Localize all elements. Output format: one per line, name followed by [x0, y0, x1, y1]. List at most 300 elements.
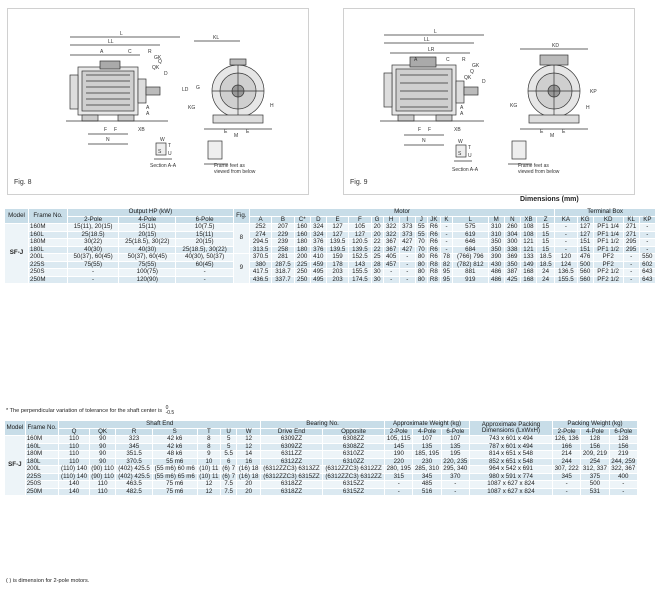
fig9-dim-M: M [550, 133, 555, 139]
shaft-cell: 90 [89, 458, 116, 466]
shaft-cell: 90 [89, 451, 116, 459]
col-motor-2: C* [294, 216, 310, 224]
shaft-cell: 10 [197, 458, 220, 466]
shaft-cell: 42 k6 [152, 443, 197, 451]
dimensions-unit: Dimensions (mm) [520, 196, 579, 203]
motor-cell: 338 [504, 246, 520, 254]
terminal-cell: PF2 1/2 [593, 276, 623, 284]
fig8-dim-R: R [148, 49, 152, 55]
motor-cell: - [383, 276, 399, 284]
motor-cell: 160 [294, 231, 310, 239]
terminal-cell: 136.5 [555, 269, 577, 277]
motor-cell: 95 [440, 276, 452, 284]
table-row [5, 239, 656, 247]
motor-cell: - [399, 261, 415, 269]
motor-cell: 127 [326, 231, 348, 239]
motor-cell: 274 [249, 231, 271, 239]
motor-cell: 24 [537, 269, 555, 277]
motor-cell: 350 [488, 239, 504, 247]
motor-cell: 310 [488, 224, 504, 232]
col-motor-3: D [310, 216, 326, 224]
terminal-cell: 295 [623, 239, 639, 247]
output-cell: 20(15) [176, 239, 233, 247]
motor-cell: 294.5 [249, 239, 271, 247]
motor-cell: 350 [504, 261, 520, 269]
terminal-cell: 500 [577, 261, 593, 269]
shaft-cell: 20 [237, 488, 261, 496]
col-motor-12: L [452, 216, 488, 224]
shaft-cell: (55 m6) 60 m6 [152, 466, 197, 474]
terminal-cell: 120 [555, 254, 577, 262]
fig9-dim-LL: LL [424, 37, 430, 43]
col-motor-16: Z [537, 216, 555, 224]
col-output-0: 2-Pole [68, 216, 119, 224]
motor-cell: 324 [310, 231, 326, 239]
fig8-dim-E2: E [246, 129, 250, 135]
motor-cell: 373 [399, 224, 415, 232]
motor-cell: 108 [520, 231, 536, 239]
motor-cell: - [440, 239, 452, 247]
bearing-cell: (6312ZZC3) 6312ZZ [323, 473, 385, 481]
packing-weight-cell: 375 [581, 473, 609, 481]
fig8-dim-N: N [106, 137, 110, 143]
fig9-frame-note-2: viewed from below [518, 169, 560, 175]
motor-cell: 70 [415, 246, 427, 254]
output-cell: - [68, 269, 119, 277]
bearing-cell: 6310ZZ [323, 458, 385, 466]
motor-cell: 684 [452, 246, 488, 254]
shaft-bearing-weight-table [4, 420, 638, 496]
output-cell: - [176, 269, 233, 277]
terminal-cell: - [623, 276, 639, 284]
motor-cell: 619 [452, 231, 488, 239]
tolerance-note [6, 406, 174, 415]
motor-cell: - [399, 269, 415, 277]
motor-cell: 80 [415, 276, 427, 284]
motor-cell: 919 [452, 276, 488, 284]
output-cell: 75(55) [119, 261, 176, 269]
terminal-cell: PF1 1/4 [593, 224, 623, 232]
shaft-cell: 110 [59, 458, 89, 466]
fig8-dim-LL: LL [108, 39, 114, 45]
fig8-dim-E1: E [224, 129, 228, 135]
col2-weight-1: 4-Pole [413, 428, 441, 436]
motor-cell: - [440, 246, 452, 254]
fig8-dim-H: H [270, 103, 274, 109]
frame-cell: 160L [25, 443, 59, 451]
motor-cell: 250 [294, 276, 310, 284]
shaft-cell: 110 [59, 436, 89, 444]
fig8-dim-LD: LD [182, 87, 189, 93]
shaft-cell: 323 [116, 436, 152, 444]
packing-weight-cell: 500 [581, 481, 609, 489]
weight-cell: - [385, 481, 413, 489]
col-terminal-3: KL [623, 216, 639, 224]
col-terminal-2: KD [593, 216, 623, 224]
model-cell: SF-J [5, 224, 29, 284]
fig9-dim-F2: F [428, 127, 432, 133]
terminal-cell: 602 [639, 261, 655, 269]
shaft-cell: (6) 7 [222, 465, 236, 472]
col2-packing-dims: Approximate Packing Dimensions (LxWxH) [469, 421, 552, 436]
shaft-cell: (6) 7 [222, 472, 236, 480]
terminal-cell: 151 [577, 239, 593, 247]
output-cell: 25(18.5), 30(22) [176, 246, 233, 254]
table-row [5, 254, 656, 262]
weight-cell: 315 [385, 473, 413, 481]
weight-cell: 370 [441, 473, 469, 481]
motor-cell: 78 [440, 254, 452, 262]
tolerance-note-text: * The perpendicular variation of tolerance for the shaft center is [6, 407, 162, 414]
motor-cell: 22 [371, 246, 383, 254]
motor-cell: 250 [294, 269, 310, 277]
motor-cell: 133 [520, 254, 536, 262]
motor-cell: 82 [440, 261, 452, 269]
packing-weight-cell: 209, 219 [581, 451, 609, 459]
terminal-cell: 560 [577, 276, 593, 284]
packing-weight-cell: 322, 367 [609, 466, 637, 474]
shaft-cell: (55 m6) 65 m6 [152, 473, 197, 481]
output-cell: 40(30) [68, 246, 119, 254]
motor-cell: 313.5 [249, 246, 271, 254]
frame-cell: 180L [29, 246, 68, 254]
motor-cell: 427 [399, 239, 415, 247]
frame-cell: 250S [25, 481, 59, 489]
motor-cell: (766) 796 [452, 254, 488, 262]
weight-cell: - [385, 488, 413, 496]
packing-dims-cell: 787 x 601 x 494 [469, 443, 552, 451]
terminal-cell: PF1 1/2 [593, 239, 623, 247]
shaft-cell: 9 [197, 451, 220, 459]
motor-cell: 318.7 [272, 269, 294, 277]
col-motor-6: G [371, 216, 383, 224]
bearing-cell: (6312ZZC3) 6312ZZ [323, 466, 385, 474]
fig8-label: Fig. 8 [14, 179, 32, 186]
shaft-cell: 110 [59, 451, 89, 459]
fig8-dim-U: U [168, 151, 172, 157]
shaft-cell: 5 [220, 443, 236, 451]
motor-cell: 575 [452, 224, 488, 232]
col-motor-11: K [440, 216, 452, 224]
motor-cell: 425 [504, 276, 520, 284]
fig9-dim-KD: KD [552, 43, 559, 49]
fig8-dim-M: M [234, 133, 239, 139]
motor-cell: 25 [371, 254, 383, 262]
fig9-dim-A: A [414, 57, 418, 63]
fig9-dim-XB: XB [454, 127, 461, 133]
col-motor-10: JK [427, 216, 440, 224]
output-cell: 100(75) [119, 269, 176, 277]
fig9-dim-F1: F [418, 127, 422, 133]
motor-cell: 376 [310, 239, 326, 247]
shaft-cell: 48 k6 [152, 451, 197, 459]
fig8-dim-QK: QK [152, 65, 160, 71]
weight-cell: 345 [413, 473, 441, 481]
fig9-frame-note-1: Frame feet as [518, 163, 549, 169]
output-cell: 30(22) [68, 239, 119, 247]
motor-cell: 28 [371, 261, 383, 269]
motor-cell: 646 [452, 239, 488, 247]
weight-cell: - [441, 488, 469, 496]
motor-cell: 159 [326, 254, 348, 262]
frame-cell: 200L [25, 466, 59, 474]
motor-cell: 239 [272, 239, 294, 247]
model-cell: SF-J [5, 436, 26, 496]
shaft-cell: (110) 140 [59, 466, 89, 474]
motor-cell: R8 [427, 269, 440, 277]
motor-cell: 207 [272, 224, 294, 232]
motor-cell: 80 [415, 254, 427, 262]
weight-cell: 230 [413, 458, 441, 466]
fig8-dim-W: W [160, 137, 165, 143]
weight-cell: 135 [413, 443, 441, 451]
motor-cell: 30 [371, 269, 383, 277]
output-cell: 120(90) [119, 276, 176, 284]
output-cell: 75(55) [68, 261, 119, 269]
terminal-cell: 271 [623, 224, 639, 232]
terminal-cell: 155.5 [555, 276, 577, 284]
weight-cell: 107 [441, 436, 469, 444]
motor-cell: 387 [504, 269, 520, 277]
motor-dimensions-table [4, 208, 656, 284]
shaft-cell: 12 [197, 488, 220, 496]
motor-cell: 350 [488, 246, 504, 254]
motor-cell: 457 [383, 261, 399, 269]
packing-dims-cell: 964 x 542 x 691 [469, 466, 552, 474]
shaft-cell: 351.5 [116, 451, 152, 459]
col2-pw-0: 2-Pole [552, 428, 580, 436]
motor-cell: 203 [326, 276, 348, 284]
packing-weight-cell: 244 [552, 458, 580, 466]
output-cell: 50(37), 60(45) [119, 254, 176, 262]
motor-cell: - [383, 269, 399, 277]
packing-dims-cell: 743 x 601 x 494 [469, 436, 552, 444]
fig8-dim-A-left: A [146, 105, 150, 111]
col-output-group: Output HP (kW) [68, 209, 234, 217]
shaft-cell: (402) 425.5 [116, 466, 152, 474]
table-row [5, 224, 656, 232]
tolerance-upper: 0 [165, 405, 169, 411]
frame-cell: 225S [29, 261, 68, 269]
shaft-cell: (402) 425.5 [116, 473, 152, 481]
motor-cell: 310 [488, 231, 504, 239]
col-fig: Fig. [233, 209, 249, 224]
col2-weight-group: Approximate Weight (kg) [385, 421, 470, 429]
fig9-dim-A-right: A [460, 111, 464, 117]
col-terminal-1: KG [577, 216, 593, 224]
motor-cell: 417.5 [249, 269, 271, 277]
weight-cell: 280, 195 [385, 466, 413, 474]
motor-cell: 337.7 [272, 276, 294, 284]
motor-cell: 20 [371, 224, 383, 232]
motor-cell: 152.5 [349, 254, 371, 262]
packing-weight-cell: - [609, 488, 637, 496]
col-motor-4: E [326, 216, 348, 224]
shaft-cell: 90 [89, 443, 116, 451]
shaft-cell: 110 [89, 488, 116, 496]
bearing-cell: (6312ZZC3) 6313ZZ [260, 466, 322, 474]
table-row [5, 488, 638, 496]
packing-dims-cell: 1087 x 627 x 824 [469, 488, 552, 496]
fig8-dim-Q: Q [158, 59, 162, 65]
packing-weight-cell: 126, 136 [552, 436, 580, 444]
motor-cell: 459 [310, 261, 326, 269]
col-motor-5: F [349, 216, 371, 224]
packing-weight-cell: 156 [581, 443, 609, 451]
terminal-cell: 127 [577, 224, 593, 232]
output-cell: 60(45) [176, 261, 233, 269]
terminal-cell: - [623, 254, 639, 262]
shaft-cell: 7.5 [220, 481, 236, 489]
motor-cell: 180 [294, 239, 310, 247]
motor-cell: - [440, 231, 452, 239]
frame-cell: 160M [25, 436, 59, 444]
motor-cell: 367 [383, 246, 399, 254]
col-motor-13: M [488, 216, 504, 224]
shaft-cell: 14 [237, 451, 261, 459]
terminal-cell: 151 [577, 246, 593, 254]
output-cell: 50(37), 60(45) [68, 254, 119, 262]
motor-cell: 178 [326, 261, 348, 269]
output-cell: 40(30), 50(37) [176, 254, 233, 262]
col2-bearing-1: Opposite [323, 428, 385, 436]
packing-weight-cell: 128 [609, 436, 637, 444]
packing-weight-cell: 166 [552, 443, 580, 451]
terminal-cell: 476 [577, 254, 593, 262]
terminal-cell: - [623, 261, 639, 269]
motor-cell: 430 [488, 261, 504, 269]
packing-weight-cell: 214 [552, 451, 580, 459]
col2-bearing-group: Bearing No. [260, 421, 384, 429]
weight-cell: 105, 115 [385, 436, 413, 444]
shaft-cell: 140 [59, 488, 89, 496]
col-terminal-0: KA [555, 216, 577, 224]
packing-weight-cell: - [552, 481, 580, 489]
shaft-cell: 8 [197, 436, 220, 444]
fig8-dim-G: G [196, 85, 200, 91]
shaft-cell: 55 m6 [152, 458, 197, 466]
col2-shaft-5: U [220, 428, 236, 436]
motor-cell: 367 [383, 239, 399, 247]
fig9-label: Fig. 9 [350, 179, 368, 186]
motor-cell: 139.5 [349, 246, 371, 254]
bearing-cell: 6318ZZ [260, 481, 322, 489]
weight-cell: 295, 340 [441, 466, 469, 474]
motor-cell: 168 [520, 276, 536, 284]
terminal-cell: PF2 [593, 254, 623, 262]
motor-cell: 139.5 [326, 239, 348, 247]
table-row [5, 436, 638, 444]
frame-cell: 180L [25, 458, 59, 466]
output-cell: 40(30) [119, 246, 176, 254]
terminal-cell: - [555, 246, 577, 254]
fig9-dim-R: R [462, 57, 466, 63]
fig8-dim-GK: GK [154, 55, 162, 61]
weight-cell: 285, 310 [413, 466, 441, 474]
motor-cell: 324 [310, 224, 326, 232]
motor-cell: 281 [272, 254, 294, 262]
weight-cell: 516 [413, 488, 441, 496]
fig9-dim-W: W [458, 139, 463, 145]
motor-cell: 180 [294, 246, 310, 254]
bearing-cell: 6309ZZ [260, 443, 322, 451]
fig9-dim-E2: E [562, 129, 566, 135]
bearing-cell: 6309ZZ [260, 436, 322, 444]
motor-cell: 55 [415, 231, 427, 239]
bearing-cell: 6308ZZ [323, 443, 385, 451]
frame-cell: 200L [29, 254, 68, 262]
weight-cell: 135 [441, 443, 469, 451]
col-motor-9: J [415, 216, 427, 224]
packing-weight-cell: 312, 337 [581, 466, 609, 474]
terminal-cell: 271 [623, 231, 639, 239]
shaft-cell: (16) 18 [238, 465, 259, 472]
motor-cell: 300 [504, 239, 520, 247]
frame-cell: 180M [25, 451, 59, 459]
motor-cell: R6 [427, 224, 440, 232]
terminal-cell: - [639, 224, 655, 232]
fig9-dim-Q: Q [470, 69, 474, 75]
fig9-dim-T: T [468, 145, 472, 151]
terminal-cell: 127 [577, 231, 593, 239]
fig8-dim-L: L [120, 31, 123, 37]
bearing-cell: 6312ZZ [260, 458, 322, 466]
fig9-dim-L: L [434, 29, 437, 35]
weight-cell: 220 [385, 458, 413, 466]
terminal-cell: PF2 1/2 [593, 269, 623, 277]
col2-shaft-group: Shaft End [59, 421, 261, 429]
col-motor-group: Motor [249, 209, 554, 217]
fig8-dim-F1: F [104, 127, 108, 133]
weight-cell: 195 [441, 451, 469, 459]
frame-cell: 250M [25, 488, 59, 496]
terminal-cell: 560 [577, 269, 593, 277]
col2-shaft-1: QK [89, 428, 116, 436]
weight-cell: 185, 195 [413, 451, 441, 459]
motor-cell: 105 [349, 224, 371, 232]
fig9-dim-KG: KG [510, 103, 518, 109]
packing-weight-cell: - [609, 481, 637, 489]
table-row [5, 481, 638, 489]
packing-weight-cell: 156 [609, 443, 637, 451]
fig8-dim-S: S [158, 149, 162, 155]
motor-cell: 370.5 [249, 254, 271, 262]
motor-cell: 200 [294, 254, 310, 262]
fig8-section-label: Section A-A [150, 163, 177, 169]
packing-weight-cell: 244, 259 [609, 458, 637, 466]
bearing-cell: 6318ZZ [260, 488, 322, 496]
fig8-dim-A: A [100, 49, 104, 55]
shaft-cell: (10) 11 [199, 472, 219, 480]
terminal-cell: - [623, 269, 639, 277]
col2-weight-2: 6-Pole [441, 428, 469, 436]
motor-cell: R8 [427, 261, 440, 269]
fig8-dim-F2: F [114, 127, 118, 133]
shaft-cell: 140 [59, 481, 89, 489]
shaft-cell: (16) 18 [238, 472, 259, 480]
output-cell: 15(11) [119, 224, 176, 232]
fig9-section-label: Section A-A [452, 167, 479, 173]
motor-cell: 260 [504, 224, 520, 232]
shaft-cell: 12 [197, 481, 220, 489]
shaft-cell: 5.5 [220, 451, 236, 459]
packing-weight-cell: 345 [552, 473, 580, 481]
packing-weight-cell: - [552, 488, 580, 496]
output-cell: 25(18.5), 30(22) [119, 239, 176, 247]
col2-pw-1: 4-Pole [581, 428, 609, 436]
motor-cell: 168 [520, 269, 536, 277]
motor-cell: - [399, 276, 415, 284]
